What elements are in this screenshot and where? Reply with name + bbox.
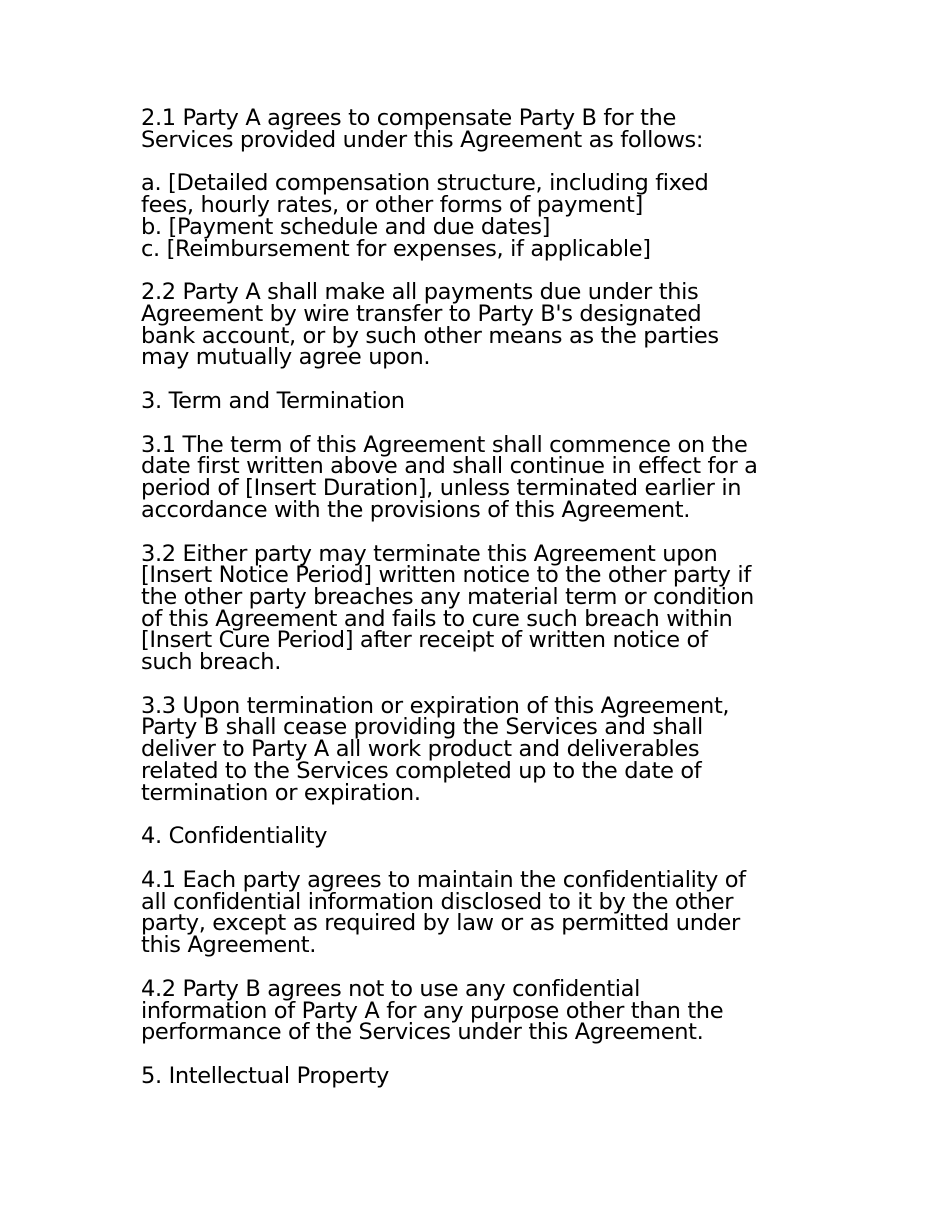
compensation-list-paragraph xyxy=(141,170,821,262)
text-line: 3.3 Upon termination or expiration of this Agreement, xyxy=(141,692,730,719)
text-line: bank account, or by such other means as the parties xyxy=(141,322,719,349)
text-line: b. [Payment schedule and due dates] xyxy=(141,213,551,240)
clause-4-2-paragraph xyxy=(141,975,821,1046)
text-line: Agreement by wire transfer to Party B's designated xyxy=(141,300,702,327)
text-line: of this Agreement and fails to cure such breach within xyxy=(141,605,733,632)
text-line: fees, hourly rates, or other forms of payment] xyxy=(141,192,643,219)
text-line: such breach. xyxy=(141,649,282,676)
text-line: [Insert Notice Period] written notice to the other party if xyxy=(141,562,751,589)
text-line: [Insert Cure Period] after receipt of written notice of xyxy=(141,627,708,654)
text-line: the other party breaches any material term or condition xyxy=(141,583,754,610)
section-5-heading: 5. Intellectual Property xyxy=(141,1062,389,1089)
clause-3-3-paragraph xyxy=(141,692,821,806)
text-line: termination or expiration. xyxy=(141,779,421,806)
clause-2-1-paragraph xyxy=(141,105,821,153)
text-line: 3.2 Either party may terminate this Agreement upon xyxy=(141,540,718,567)
text-line: information of Party A for any purpose other than the xyxy=(141,997,724,1024)
document-body xyxy=(141,105,821,1110)
section-3-heading: 3. Term and Termination xyxy=(141,388,405,415)
clause-3-2-paragraph xyxy=(141,540,821,676)
text-line: party, except as required by law or as permitted under xyxy=(141,910,740,937)
text-line: period of [Insert Duration], unless terminated earlier in xyxy=(141,475,742,502)
text-line: may mutually agree upon. xyxy=(141,344,431,371)
clause-3-1-paragraph xyxy=(141,431,821,523)
text-line: related to the Services completed up to the date of xyxy=(141,757,702,784)
clause-2-2-paragraph xyxy=(141,279,821,371)
text-line: c. [Reimbursement for expenses, if applicable] xyxy=(141,235,651,262)
text-line: all confidential information disclosed to it by the other xyxy=(141,888,734,915)
text-line: Party B shall cease providing the Services and shall xyxy=(141,714,703,741)
text-line: deliver to Party A all work product and deliverables xyxy=(141,736,700,763)
text-line: date first written above and shall continue in effect for a xyxy=(141,453,758,480)
clause-4-1-paragraph xyxy=(141,866,821,959)
section-4-heading: 4. Confidentiality xyxy=(141,823,328,850)
text-line: 4.2 Party B agrees not to use any confidential xyxy=(141,975,640,1002)
text-line: 3.1 The term of this Agreement shall commence on the xyxy=(141,431,748,458)
text-line: accordance with the provisions of this Agreement. xyxy=(141,496,691,523)
text-line: a. [Detailed compensation structure, including fixed xyxy=(141,170,709,197)
text-line: this Agreement. xyxy=(141,932,317,959)
text-line: performance of the Services under this Agreement. xyxy=(141,1019,704,1046)
text-line: Services provided under this Agreement as follows: xyxy=(141,126,704,153)
text-line: 2.1 Party A agrees to compensate Party B for the xyxy=(141,105,676,131)
text-line: 2.2 Party A shall make all payments due under this xyxy=(141,279,699,306)
text-line: 4.1 Each party agrees to maintain the confidentiality of xyxy=(141,866,746,893)
